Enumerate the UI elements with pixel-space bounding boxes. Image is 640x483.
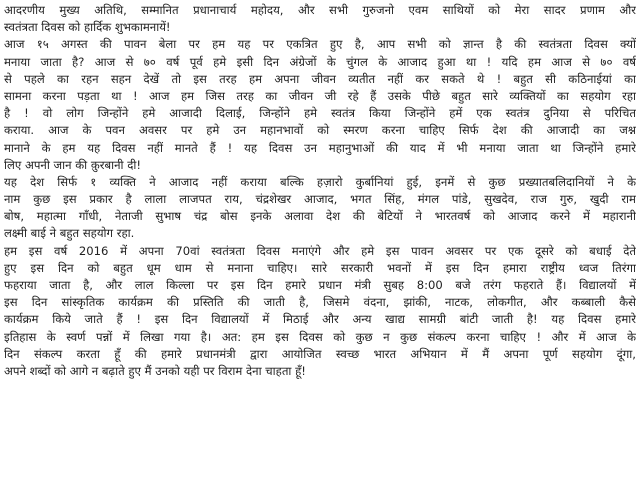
text-line: है ! वो लोग जिन्होंने हमे आजादी दिलाई, जिन्होंने हमे स्वतंत्र किया जिन्होंने हमें एक स्वतंत्र दुनिया से परिचित (4, 106, 636, 121)
text-line: मनाया जाता है? आज से ७० वर्ष पूर्व हमे इसी दिन अंग्रेजों के चुंगल के आजाद हुआ था ! यदि हम आज से ७० वर्ष (4, 54, 636, 69)
text-line: हम इस वर्ष 2016 में अपना 70वां स्वतंत्रता दिवस मनाएंगे और हमे इस पावन अवसर पर एक दूसरे को बधाई देते (4, 243, 636, 258)
text-line: सामना करना पड़ता था ! आज हम जिस तरह का जीवन जी रहे हैं उसके पीछे बहुत सारे व्यक्तियों का सहयोग रहा (4, 88, 636, 103)
greeting-paragraph (4, 2, 636, 36)
text-line: से पहले का रहन सहन देखें तो इस तरह हम अपना जीवन व्यतीत नहीं कर सकते थे ! बहुत सी कठिनाईयां का (4, 71, 636, 86)
text-line: नाम कुछ इस प्रकार है लाला लाजपत राय, चंद्रशेखर आजाद, भगत सिंह, मंगल पांडे, सुखदेव, राज गुरु, खुदी राम (4, 192, 636, 207)
text-line: लक्ष्मी बाई ने बहुत सहयोग रहा. (4, 226, 135, 241)
text-line: फहराया जाता है, और लाल किल्ला पर इस दिन हमारे प्रधान मंत्री सुबह 8:00 बजे तरंग फहराते हैं। विद्यालयों में (4, 278, 636, 292)
text-line: लिए अपनी जान की क़ुरबानी दी! (4, 157, 142, 172)
text-line: दिन संकल्प करता हूँ की हमारे प्रधानमंत्री द्वारा आयोजित स्वच्छ भारत अभियान में मैं अपना पूर्ण सहयोग दूंगा, (4, 346, 636, 361)
freedom-fighters-paragraph (4, 174, 636, 243)
text-line: मानाने के हम यह दिवस नहीं मानते हैं ! यह दिवस उन महानुभाओं की याद में भी मनाया जाता था जिन्होंने हमारे (4, 140, 636, 155)
text-line: आदरणीय मुख्य अतिथि, सम्मानित प्रधानाचार्य महोदय, और सभी गुरुजनो एवम साथियों को मेरा सादर प्रणाम और (4, 3, 636, 17)
text-line: स्वतंत्रता दिवस को हार्दिक शुभकामनायें! (4, 20, 171, 35)
text-line: हुए इस दिन को बहुत धूम धाम से मनाना चाहिए। सारे सरकारी भवनों में इस दिन हमारा राष्ट्रीय ध्वज तिरंगा (4, 260, 636, 275)
text-line: अपने शब्दों को आगे न बढ़ाते हुए मैं उनको यही पर विराम देना चाहता हूँ! (4, 363, 306, 378)
speech-document (4, 2, 636, 380)
text-line: इतिहास के स्वर्ण पन्नों में लिखा गया है। अत: हम इस दिवस को कुछ न कुछ संकल्प करना चाहिए ! और में आज के (4, 329, 636, 344)
text-line: बोष, महात्मा गाँधी, नेताजी सुभाष चंद्र बोस इनके अलावा देश की बेटियों ने भारतवर्ष को आजाद करने में महारानी (4, 209, 636, 224)
text-line: आज १५ अगस्त की पावन बेला पर हम यह पर एकत्रित हुए है, आप सभी को ज्ञान्त है की स्वतंत्रता दिवस क्यों (4, 37, 636, 52)
intro-paragraph (4, 36, 636, 174)
celebration-paragraph (4, 243, 636, 381)
text-line: कार्यक्रम किये जाते हैं ! इस दिन विद्यालयों में मिठाई और अन्य खाद्य सामग्री बांटी जाती है! यह दिवस हमारे (4, 312, 636, 327)
text-line: इस दिन सांस्कृतिक कार्यक्रम की प्रस्तिति की जाती है, जिसमे वंदना, झांकी, नाटक, लोकगीत, और कब्बाली कैसे (4, 295, 636, 310)
text-line: यह देश सिर्फ १ व्यक्ति ने आजाद नहीं कराया बल्कि हज़ारो कुर्बानियां हुई, इनमें से कुछ प्रख्यातबलिदानियों ने के (4, 174, 636, 189)
text-line: कराया. आज के पवन अवसर पर हमे उन महानभावों को स्मरण करना चाहिए सिर्फ देश की आजादी का जश्न (4, 123, 636, 138)
